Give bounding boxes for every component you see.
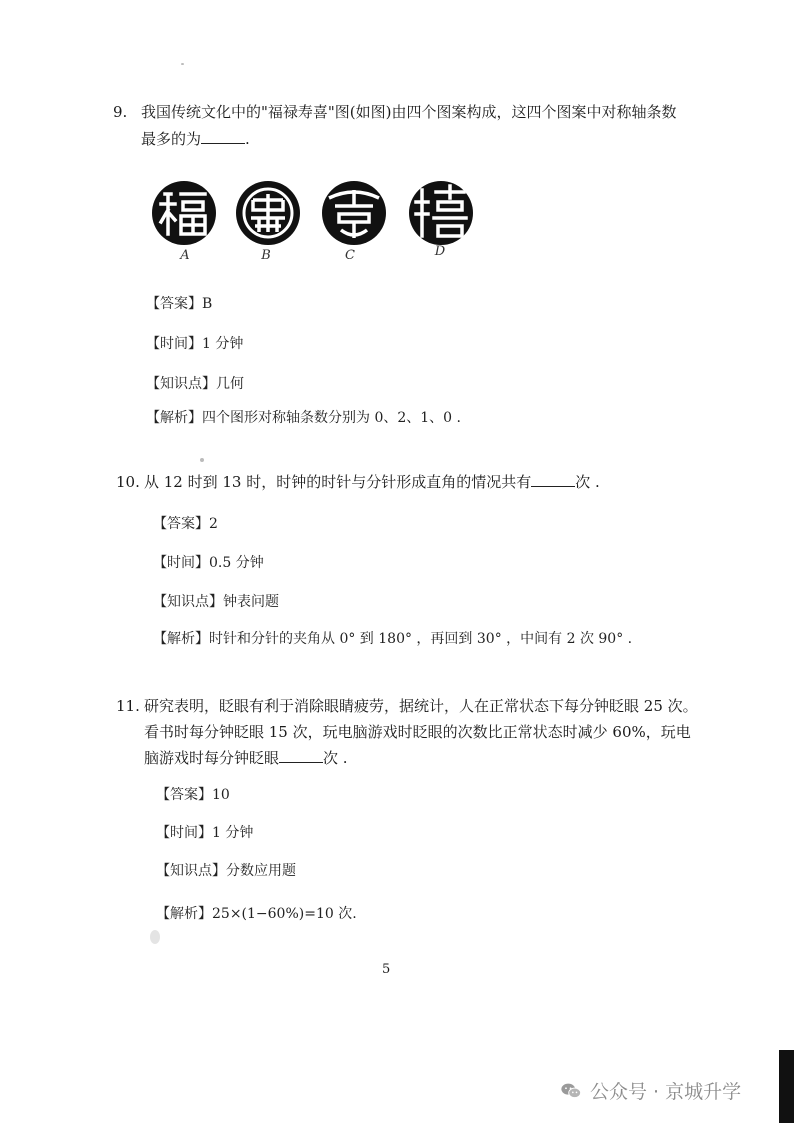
analysis-row — [156, 903, 357, 923]
question-11 — [116, 694, 698, 719]
time-value: 1 分钟 — [212, 825, 254, 841]
question-text: 从 12 时到 13 时，时钟的时针与分针形成直角的情况共有 — [144, 473, 532, 491]
analysis-row — [146, 407, 461, 427]
figure-label-a: A — [180, 248, 190, 263]
field-label: 【答案】 — [146, 296, 202, 312]
field-label: 【知识点】 — [153, 594, 223, 610]
knowledge-value: 分数应用题 — [226, 863, 296, 879]
scan-edge — [779, 1050, 794, 1123]
analysis-row — [153, 628, 632, 648]
field-label: 【解析】 — [156, 906, 212, 922]
field-label: 【知识点】 — [146, 376, 216, 392]
analysis-value: 25×(1−60%)=10 次. — [212, 906, 357, 922]
question-text: 研究表明，眨眼有利于消除眼睛疲劳，据统计，人在正常状态下每分钟眨眼 25 次。 — [144, 697, 698, 715]
time-row — [146, 333, 243, 353]
question-text: 我国传统文化中的"福禄寿喜"图(如图)由四个图案构成，这四个图案中对称轴条数 — [141, 103, 677, 121]
question-10 — [116, 470, 600, 495]
field-label: 【时间】 — [153, 555, 209, 571]
scan-speck — [200, 458, 204, 462]
scan-speck — [181, 63, 184, 65]
answer-row — [156, 784, 230, 804]
question-text: 次 . — [323, 749, 348, 767]
page-number: 5 — [382, 962, 391, 977]
answer-blank — [531, 472, 575, 487]
question-number: 9. — [113, 103, 128, 121]
knowledge-row — [146, 373, 244, 393]
watermark — [560, 1077, 741, 1104]
wechat-icon — [560, 1080, 582, 1102]
analysis-value: 四个图形对称轴条数分别为 0、2、1、0 . — [202, 410, 461, 426]
question-11-line2 — [144, 720, 691, 745]
fu-seal-icon — [151, 180, 217, 246]
figure-label-c: C — [345, 248, 355, 263]
question-text: 最多的为 — [141, 130, 202, 148]
time-value: 1 分钟 — [202, 336, 244, 352]
question-11-line3 — [144, 746, 348, 771]
analysis-value: 时针和分针的夹角从 0° 到 180° ，再回到 30° ，中间有 2 次 90° . — [209, 631, 633, 647]
answer-blank — [201, 129, 245, 144]
knowledge-row — [153, 591, 279, 611]
shou-seal-icon — [321, 180, 387, 246]
xi-seal-icon — [408, 180, 474, 246]
field-label: 【知识点】 — [156, 863, 226, 879]
knowledge-row — [156, 860, 296, 880]
time-row — [156, 822, 253, 842]
watermark-text: 公众号 · 京城升学 — [590, 1081, 742, 1103]
answer-row — [153, 513, 218, 533]
field-label: 【解析】 — [146, 410, 202, 426]
answer-value: 2 — [209, 516, 218, 532]
field-label: 【解析】 — [153, 631, 209, 647]
knowledge-value: 钟表问题 — [223, 594, 279, 610]
answer-value: 10 — [212, 787, 230, 803]
answer-row — [146, 293, 212, 313]
time-row — [153, 552, 264, 572]
scan-speck — [150, 930, 160, 944]
lu-seal-icon — [235, 180, 301, 246]
field-label: 【时间】 — [146, 336, 202, 352]
question-9-line2 — [141, 127, 250, 152]
question-number: 11. — [116, 697, 140, 715]
field-label: 【时间】 — [156, 825, 212, 841]
figure-label-d: D — [434, 244, 446, 259]
knowledge-value: 几何 — [216, 376, 244, 392]
question-number: 10. — [116, 473, 140, 491]
time-value: 0.5 分钟 — [209, 555, 264, 571]
figure-label-b: B — [261, 248, 271, 263]
answer-blank — [279, 748, 323, 763]
answer-value: B — [202, 296, 213, 312]
question-text: . — [245, 130, 250, 148]
question-text: 看书时每分钟眨眼 15 次，玩电脑游戏时眨眼的次数比正常状态时减少 60%，玩电 — [144, 723, 691, 741]
question-text: 脑游戏时每分钟眨眼 — [144, 749, 280, 767]
question-9 — [113, 100, 677, 125]
field-label: 【答案】 — [153, 516, 209, 532]
question-text: 次 . — [575, 473, 600, 491]
field-label: 【答案】 — [156, 787, 212, 803]
